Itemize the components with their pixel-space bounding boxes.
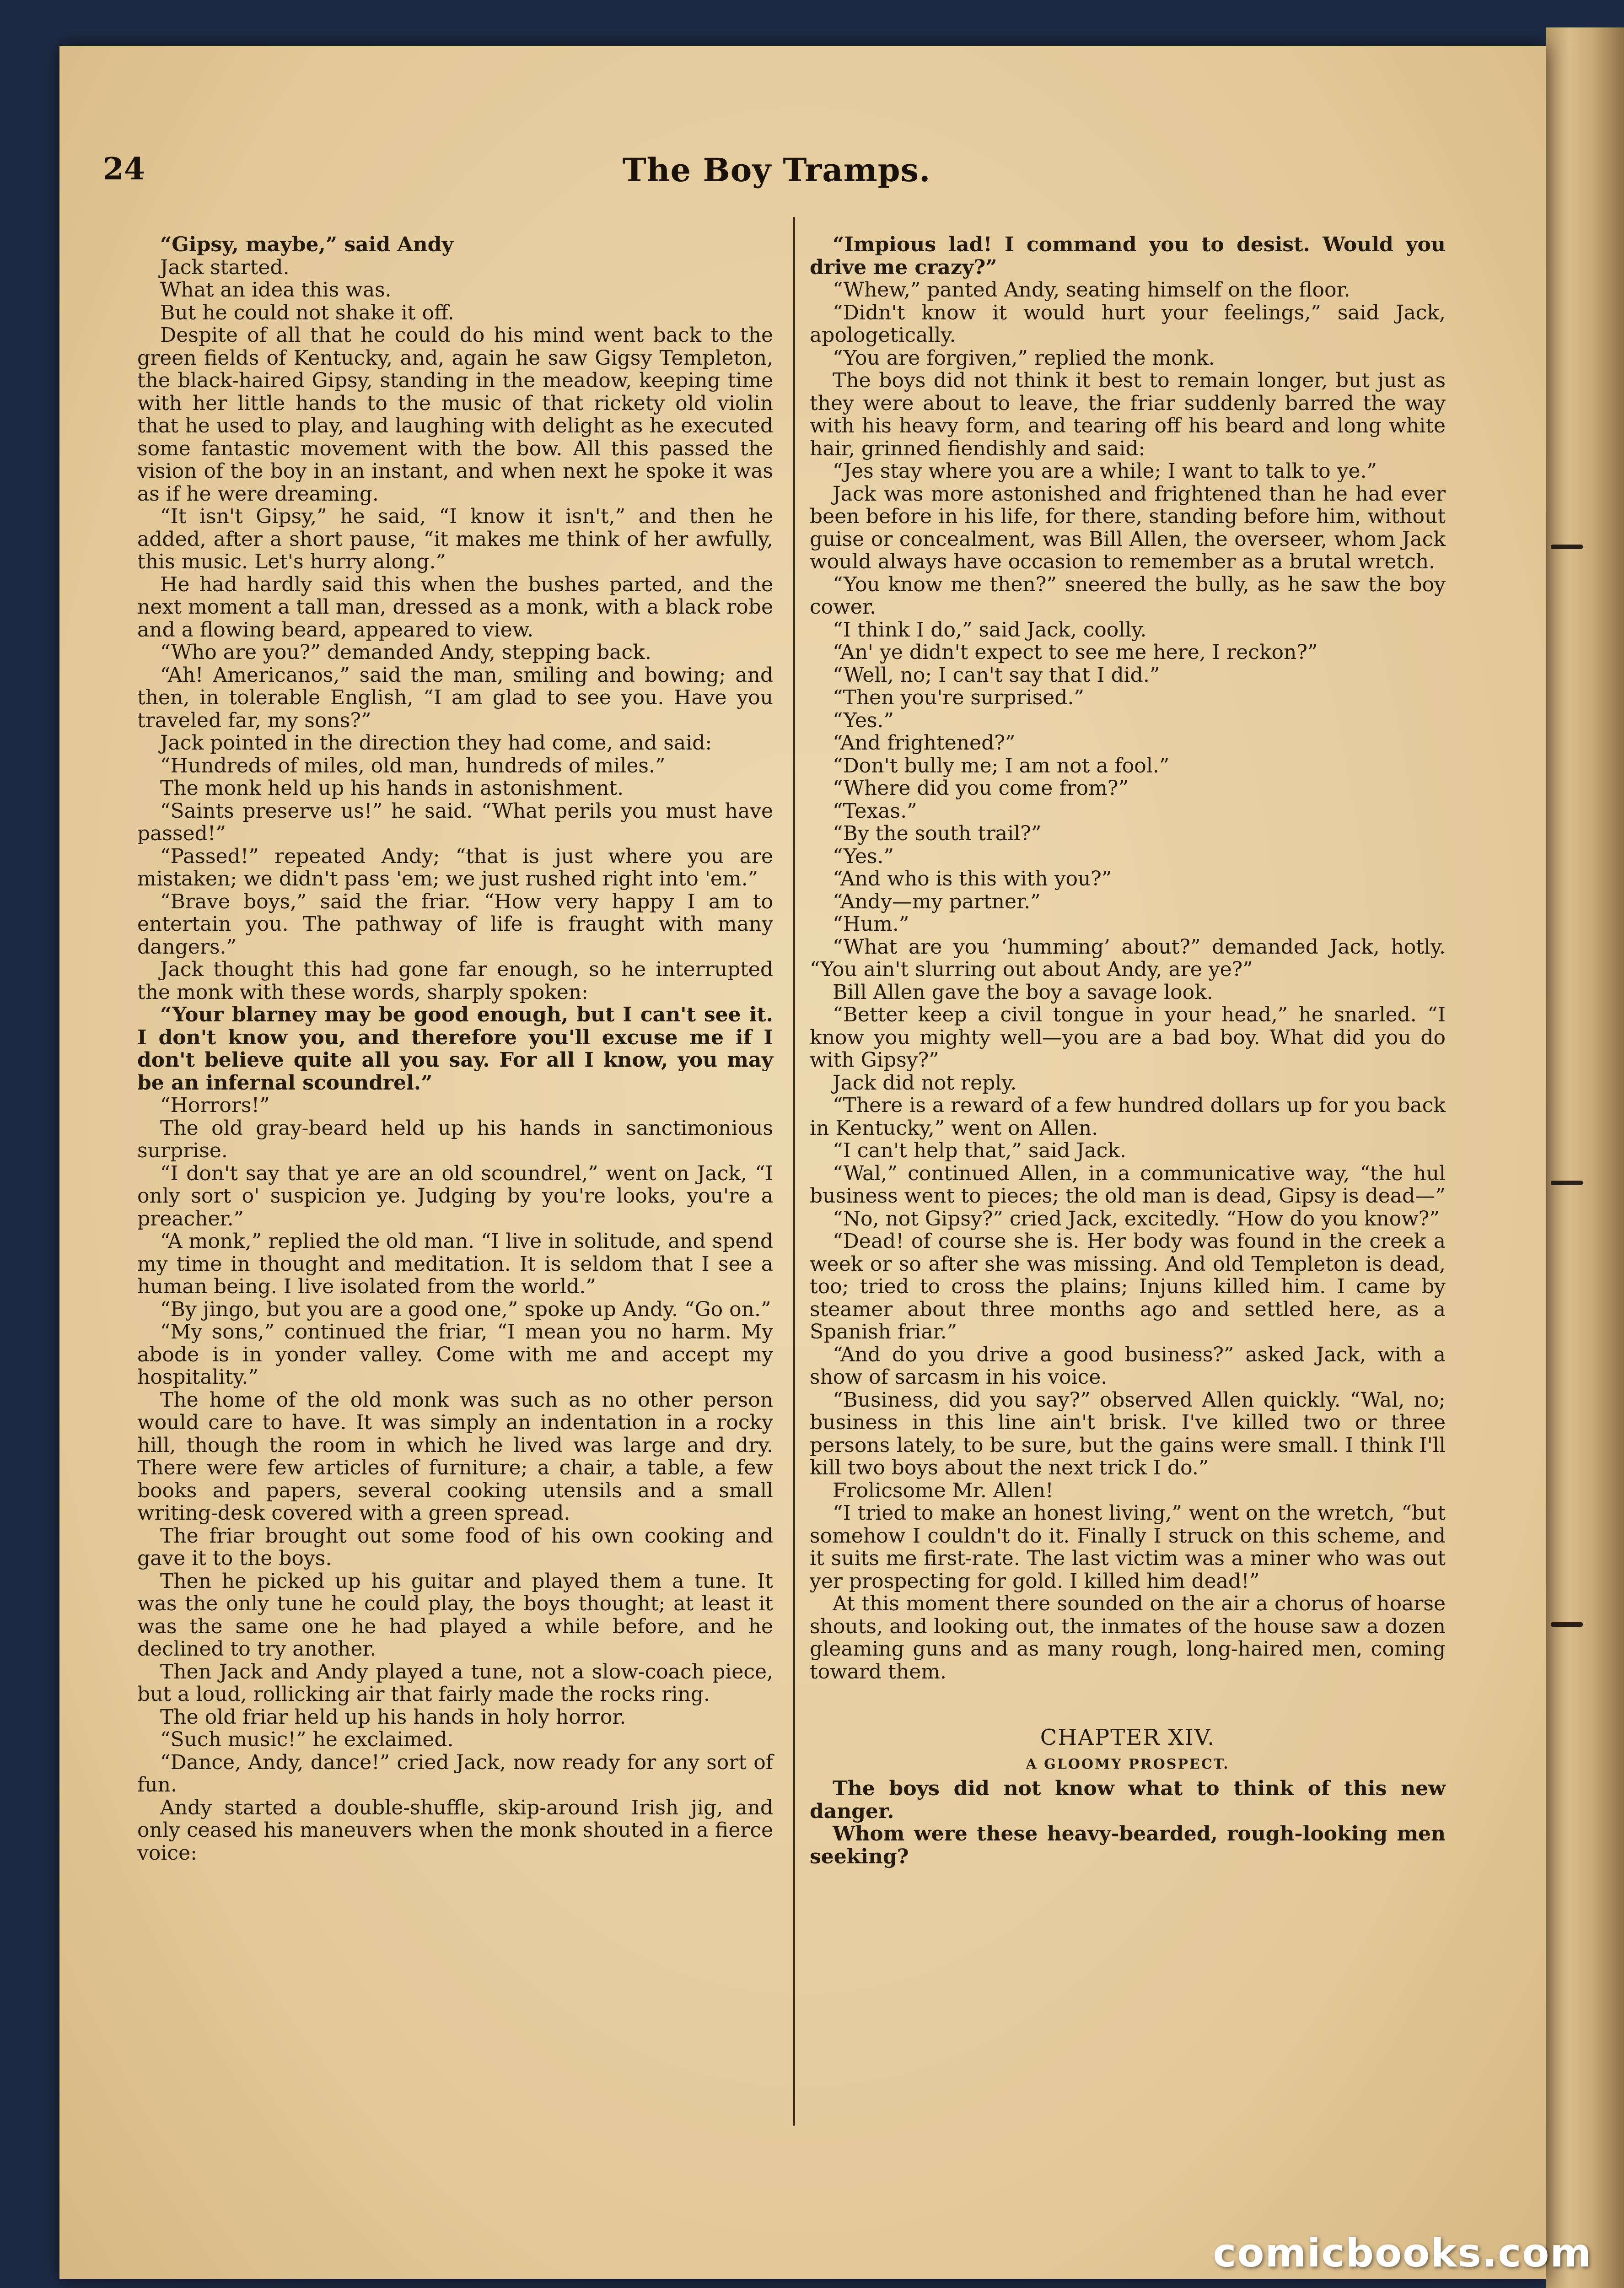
paragraph: “Where did you come from?” bbox=[833, 777, 1129, 800]
paragraph: “What are you ‘humming’ about?” demanded Jack, hotly. “You ain't slurring out about Andy, are ye?” bbox=[810, 935, 1446, 981]
paragraph: “Your blarney may be good enough, but I can't see it. I don't know you, and therefore you'll excuse me if I don't believe quite all you say. For all I know, you may be an infernal scoundrel.” bbox=[137, 1003, 773, 1095]
paragraph: “I tried to make an honest living,” went on the wretch, “but somehow I couldn't do it. Finally I struck on this scheme, and it suits me first-rate. The last victim was a miner who was out yer prospecting for gold. I killed him dead!” bbox=[810, 1501, 1446, 1593]
paragraph: “Hundreds of miles, old man, hundreds of miles.” bbox=[160, 754, 666, 777]
paragraph: The home of the old monk was such as no other person would care to have. It was simply an indentation in a rocky hill, though the room in which he lived was large and dry. There were few articles of furniture; a chair, a table, a few books and papers, several cooking utensils and a small writing-desk covered with a green spread. bbox=[137, 1388, 773, 1525]
paragraph: The boys did not think it best to remain longer, but just as they were about to leave, the friar suddenly barred the way with his heavy form, and tearing off his beard and long white hair, grinned fiendishly and said: bbox=[810, 369, 1446, 460]
paragraph: Then he picked up his guitar and played them a tune. It was the only tune he could play, the boys thought; at least it was the same one he had played a while before, and he declined to try another. bbox=[137, 1569, 773, 1661]
paragraph: “There is a reward of a few hundred dollars up for you back in Kentucky,” went on Allen. bbox=[810, 1094, 1446, 1140]
paragraph: “Hum.” bbox=[833, 912, 909, 936]
paragraph: The boys did not know what to think of this new danger. bbox=[810, 1777, 1446, 1823]
paragraph: “Yes.” bbox=[833, 844, 894, 868]
right-column bbox=[810, 233, 1446, 1868]
paragraph: “Horrors!” bbox=[160, 1094, 270, 1117]
paragraph: “By jingo, but you are a good one,” spoke up Andy. “Go on.” bbox=[160, 1297, 771, 1321]
binding-mark bbox=[1551, 1181, 1583, 1185]
paragraph: “Yes.” bbox=[833, 708, 894, 732]
paragraph: “You are forgiven,” replied the monk. bbox=[833, 346, 1215, 370]
paragraph: The friar brought out some food of his own cooking and gave it to the boys. bbox=[137, 1524, 773, 1570]
paragraph: “Texas.” bbox=[833, 799, 917, 823]
paragraph: “And frightened?” bbox=[833, 731, 1016, 755]
paragraph: “Passed!” repeated Andy; “that is just where you are mistaken; we didn't pass 'em; we just rushed right into 'em.” bbox=[137, 844, 773, 890]
paragraph: “An' ye didn't expect to see me here, I reckon?” bbox=[833, 641, 1318, 664]
binding-mark bbox=[1551, 1622, 1583, 1627]
paragraph: The monk held up his hands in astonishment. bbox=[160, 777, 624, 800]
paragraph: “Impious lad! I command you to desist. Would you drive me crazy?” bbox=[810, 233, 1446, 279]
paragraph: “Brave boys,” said the friar. “How very happy I am to entertain you. The pathway of life is fraught with many dangers.” bbox=[137, 890, 773, 959]
paragraph: He had hardly said this when the bushes parted, and the next moment a tall man, dressed as a monk, with a black robe and a flowing beard, appeared to view. bbox=[137, 572, 773, 642]
paragraph: Jack did not reply. bbox=[833, 1071, 1017, 1095]
paragraph: Frolicsome Mr. Allen! bbox=[833, 1479, 1054, 1502]
paragraph: “Well, no; I can't say that I did.” bbox=[833, 663, 1160, 687]
paragraph: Jack was more astonished and frightened than he had ever been before in his life, for there, standing before him, without guise or concealment, was Bill Allen, the overseer, whom Jack would always have occasion to remember as a brutal wretch. bbox=[810, 482, 1446, 573]
left-column bbox=[137, 233, 773, 1864]
paragraph: “By the south trail?” bbox=[833, 822, 1042, 845]
paragraph: The old gray-beard held up his hands in sanctimonious surprise. bbox=[137, 1116, 773, 1162]
paragraph: “I can't help that,” said Jack. bbox=[833, 1139, 1127, 1162]
paragraph: Then Jack and Andy played a tune, not a slow-coach piece, but a loud, rollicking air that fairly made the rocks ring. bbox=[137, 1660, 773, 1706]
paragraph: “Don't bully me; I am not a fool.” bbox=[833, 754, 1170, 777]
paragraph: “Wal,” continued Allen, in a communicative way, “the hul business went to pieces; the old man is dead, Gipsy is dead—” bbox=[810, 1161, 1446, 1208]
paragraph: “Whew,” panted Andy, seating himself on the floor. bbox=[833, 278, 1350, 302]
paragraph: “It isn't Gipsy,” he said, “I know it isn't,” and then he added, after a short pause, “it makes me think of her awfully, this music. Let's hurry along.” bbox=[137, 505, 773, 573]
page-number: 24 bbox=[103, 151, 145, 187]
book-spine bbox=[1546, 27, 1624, 2288]
chapter-subtitle: A GLOOMY PROSPECT. bbox=[1026, 1756, 1230, 1772]
paragraph: “A monk,” replied the old man. “I live in solitude, and spend my time in thought and meditation. It is seldom that I see a human being. I live isolated from the world.” bbox=[137, 1230, 773, 1298]
paragraph: “Saints preserve us!” he said. “What perils you must have passed!” bbox=[137, 799, 773, 845]
running-title: The Boy Tramps. bbox=[622, 151, 931, 189]
page-header bbox=[103, 151, 1450, 201]
paragraph: “Such music!” he exclaimed. bbox=[160, 1728, 454, 1751]
paragraph: “Andy—my partner.” bbox=[833, 890, 1041, 913]
paragraph: “Who are you?” demanded Andy, stepping back. bbox=[160, 641, 651, 664]
paragraph: “I don't say that ye are an old scoundrel,” went on Jack, “I only sort o' suspicion ye. Judging by you're looks, you're a preacher.” bbox=[137, 1161, 773, 1230]
paragraph: “And who is this with you?” bbox=[833, 867, 1112, 890]
paragraph: Despite of all that he could do his mind went back to the green fields of Kentucky, and, again he saw Gigsy Templeton, the black-haired Gipsy, standing in the meadow, keeping time with her little hands to the music of that rickety old violin that he used to play, and laughing with delight as he executed some fantastic movement with the bow. All this passed the vision of the boy in an instant, and when next he spoke it was as if he were dreaming. bbox=[137, 324, 773, 506]
paragraph: Whom were these heavy-bearded, rough-looking men seeking? bbox=[810, 1822, 1446, 1868]
paragraph: At this moment there sounded on the air a chorus of hoarse shouts, and looking out, the inmates of the house saw a dozen gleaming guns and as many rough, long-haired men, coming toward them. bbox=[810, 1592, 1446, 1684]
site-watermark: comicbooks.com bbox=[1213, 2230, 1592, 2276]
paragraph: The old friar held up his hands in holy horror. bbox=[160, 1705, 626, 1729]
paragraph: “Jes stay where you are a while; I want to talk to ye.” bbox=[833, 459, 1377, 483]
paragraph: Jack started. bbox=[160, 255, 290, 279]
paragraph: “Didn't know it would hurt your feelings,” said Jack, apologetically. bbox=[810, 301, 1446, 347]
paragraph: “And do you drive a good business?” asked Jack, with a show of sarcasm in his voice. bbox=[810, 1343, 1446, 1389]
paragraph: “Business, did you say?” observed Allen quickly. “Wal, no; business in this line ain't brisk. I've killed two or three persons lately, to be sure, but the gains were small. I think I'll kill two boys about the next trick I do.” bbox=[810, 1388, 1446, 1479]
paragraph: But he could not shake it off. bbox=[160, 301, 454, 324]
paragraph: “Then you're surprised.” bbox=[833, 686, 1084, 709]
paragraph: “Better keep a civil tongue in your head,” he snarled. “I know you mighty well—you are a bad boy. What did you do with Gipsy?” bbox=[810, 1003, 1446, 1072]
paragraph: “No, not Gipsy?” cried Jack, excitedly. “How do you know?” bbox=[833, 1207, 1440, 1230]
paragraph: Bill Allen gave the boy a savage look. bbox=[833, 980, 1213, 1004]
paragraph: “Gipsy, maybe,” said Andy bbox=[160, 233, 454, 256]
paragraph: Andy started a double-shuffle, skip-around Irish jig, and only ceased his maneuvers when the monk shouted in a fierce voice: bbox=[137, 1796, 773, 1865]
paragraph: “My sons,” continued the friar, “I mean you no harm. My abode is in yonder valley. Come with me and accept my hospitality.” bbox=[137, 1320, 773, 1389]
chapter-title: CHAPTER XIV. bbox=[1040, 1725, 1215, 1750]
paragraph: “I think I do,” said Jack, coolly. bbox=[833, 618, 1147, 642]
paragraph: “Ah! Americanos,” said the man, smiling and bowing; and then, in tolerable English, “I am glad to see you. Have you traveled far, my sons?” bbox=[137, 663, 773, 732]
paragraph: “Dance, Andy, dance!” cried Jack, now ready for any sort of fun. bbox=[137, 1750, 773, 1797]
binding-mark bbox=[1551, 545, 1583, 549]
paragraph: “You know me then?” sneered the bully, as he saw the boy cower. bbox=[810, 572, 1446, 619]
column-divider bbox=[793, 217, 795, 2126]
paragraph: What an idea this was. bbox=[160, 278, 392, 302]
paragraph: Jack thought this had gone far enough, so he interrupted the monk with these words, sharply spoken: bbox=[137, 958, 773, 1004]
paragraph: “Dead! of course she is. Her body was found in the creek a week or so after she was missing. And old Templeton is dead, too; tried to cross the plains; Injuns killed him. I came by steamer about three months ago and settled here, as a Spanish friar.” bbox=[810, 1230, 1446, 1344]
paragraph: Jack pointed in the direction they had come, and said: bbox=[160, 731, 712, 755]
